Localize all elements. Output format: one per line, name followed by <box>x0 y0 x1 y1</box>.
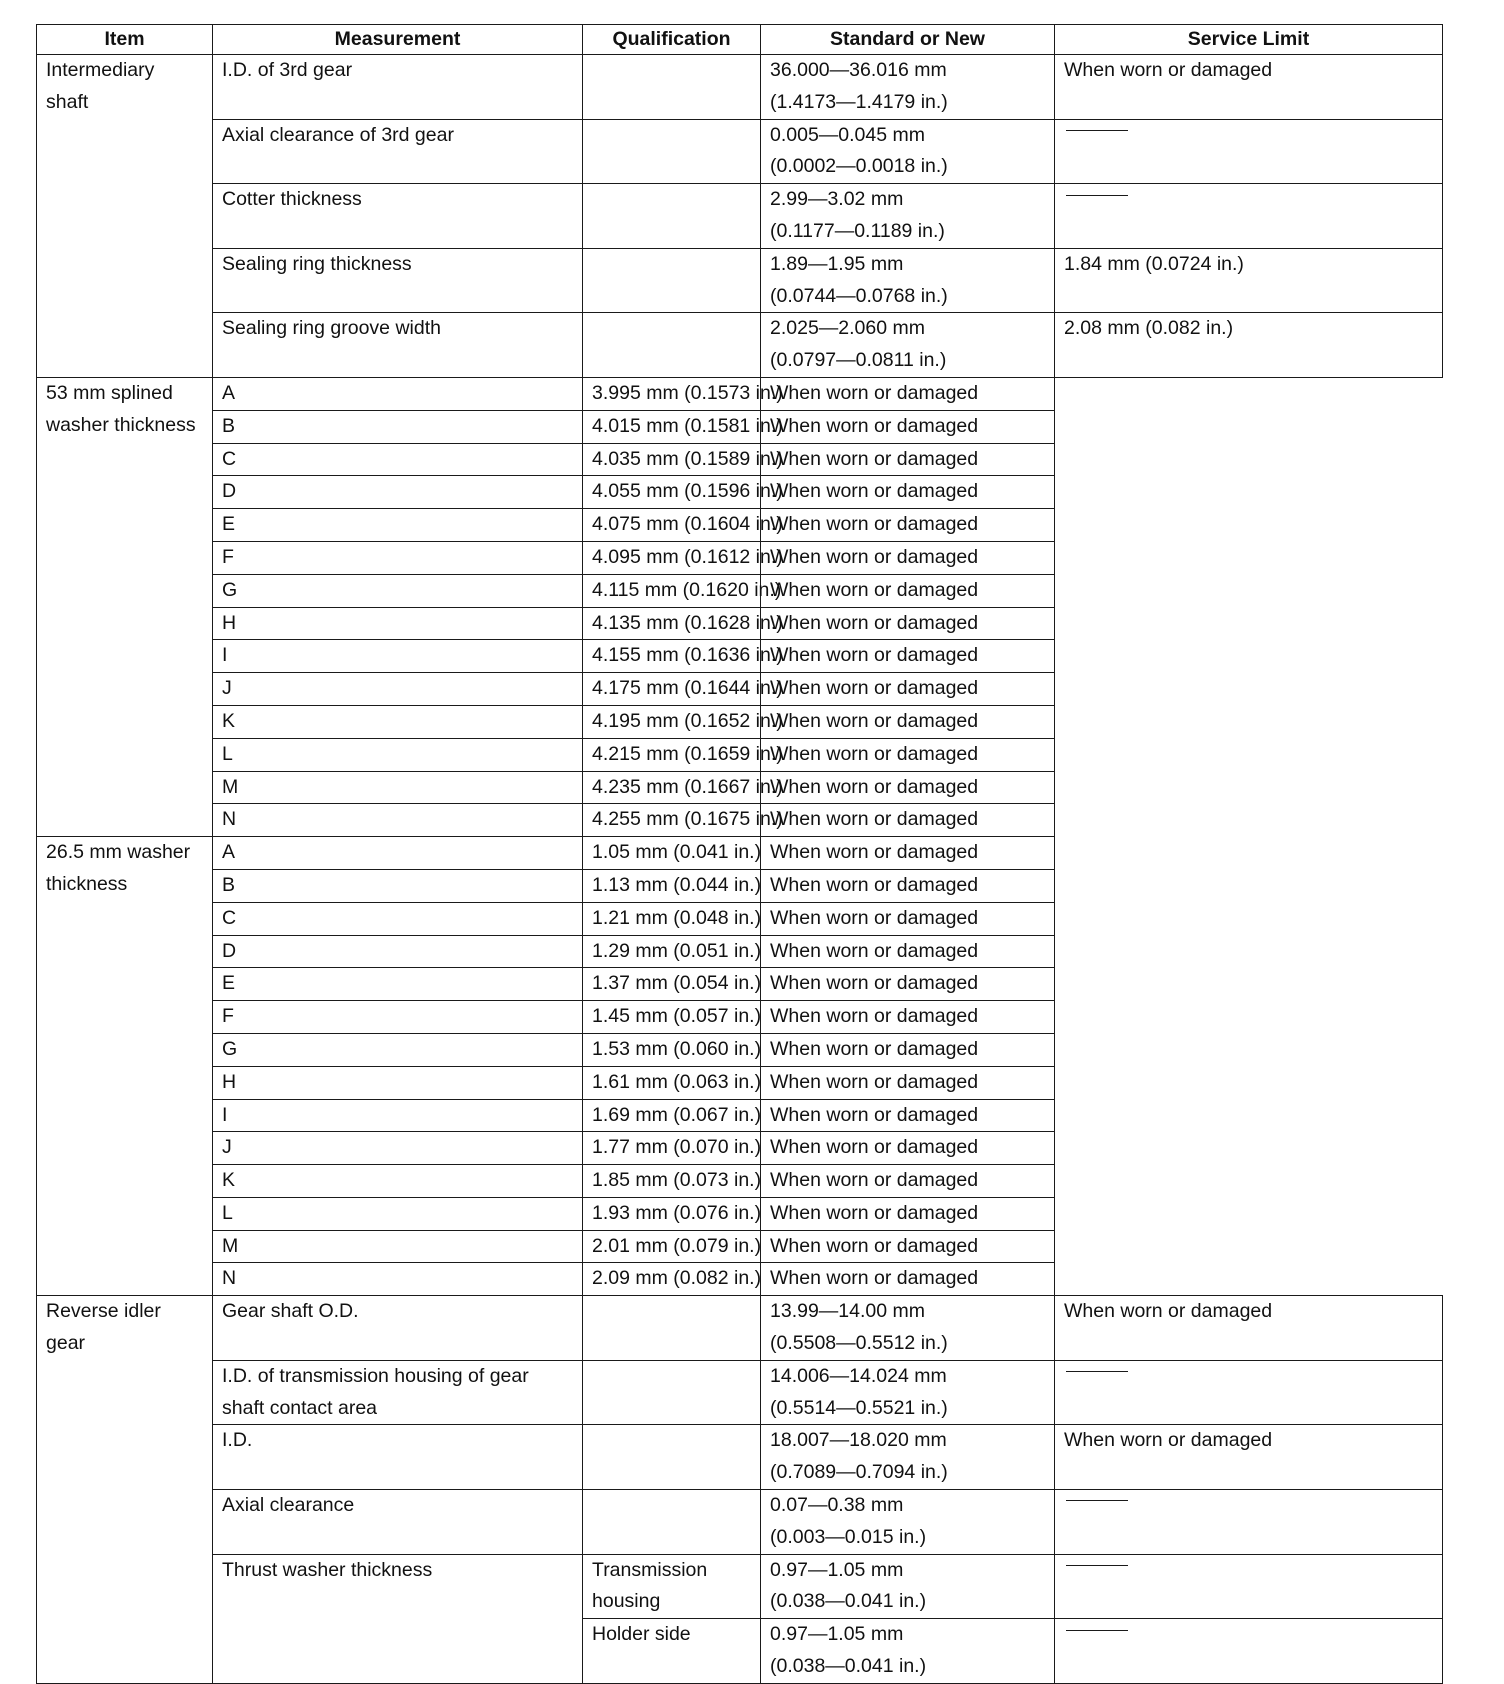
table-row <box>37 935 1443 968</box>
service-limit-cell: When worn or damaged <box>761 410 1055 443</box>
service-limit-cell <box>1055 184 1443 249</box>
table-row <box>37 1230 1443 1263</box>
qualification-cell: F <box>213 541 583 574</box>
service-limit-cell <box>1055 1554 1443 1619</box>
table-row <box>37 574 1443 607</box>
qualification-cell: Holder side <box>583 1619 761 1684</box>
standard-cell: 1.61 mm (0.063 in.) <box>583 1066 761 1099</box>
table-row <box>37 443 1443 476</box>
table-row <box>37 968 1443 1001</box>
service-limit-cell: When worn or damaged <box>761 935 1055 968</box>
standard-cell <box>761 313 1055 378</box>
service-limit-cell: When worn or damaged <box>761 771 1055 804</box>
table-body <box>37 55 1443 378</box>
std-in: (0.1177—0.1189 in.) <box>770 219 945 242</box>
measurement-cell: I.D. <box>213 1425 583 1490</box>
service-limit-cell: When worn or damaged <box>761 804 1055 837</box>
service-limit-cell: When worn or damaged <box>761 1230 1055 1263</box>
service-limit-cell: When worn or damaged <box>1055 55 1443 120</box>
item-text: gear <box>46 1332 86 1355</box>
qualification-cell <box>583 55 761 120</box>
service-limit-cell: When worn or damaged <box>761 443 1055 476</box>
table-row <box>37 673 1443 706</box>
table-row <box>37 1033 1443 1066</box>
qualification-cell <box>583 1296 761 1361</box>
item-text: Reverse idler <box>46 1300 161 1323</box>
service-limit-cell: When worn or damaged <box>761 738 1055 771</box>
service-limit-cell: When worn or damaged <box>761 1033 1055 1066</box>
item-text: shaft <box>46 90 89 113</box>
table-row <box>37 869 1443 902</box>
measurement-cell: Axial clearance <box>213 1490 583 1555</box>
table-row <box>37 119 1443 184</box>
standard-cell: 1.69 mm (0.067 in.) <box>583 1099 761 1132</box>
qualification-cell: L <box>213 738 583 771</box>
std-in: (0.038—0.041 in.) <box>770 1655 927 1678</box>
std-in: (0.0744—0.0768 in.) <box>770 284 948 307</box>
qualification-cell: N <box>213 804 583 837</box>
standard-cell: 1.29 mm (0.051 in.) <box>583 935 761 968</box>
std-mm: 1.89—1.95 mm <box>770 252 904 275</box>
table-row <box>37 1490 1443 1555</box>
standard-cell: 4.235 mm (0.1667 in.) <box>583 771 761 804</box>
measurement-cell: Gear shaft O.D. <box>213 1296 583 1361</box>
qualification-cell: H <box>213 1066 583 1099</box>
qualification-cell: M <box>213 771 583 804</box>
std-mm: 13.99—14.00 mm <box>770 1300 926 1323</box>
table-row <box>37 771 1443 804</box>
qualification-cell <box>583 1490 761 1555</box>
standard-cell: 4.115 mm (0.1620 in.) <box>583 574 761 607</box>
table-row <box>37 410 1443 443</box>
qualification-cell: B <box>213 410 583 443</box>
measurement-cell: Sealing ring thickness <box>213 248 583 313</box>
no-limit-dash <box>1066 1371 1128 1372</box>
table-row <box>37 509 1443 542</box>
header-row <box>37 25 1443 55</box>
measurement-cell: 53 mm splined washer thickness <box>37 377 213 836</box>
table-row <box>37 902 1443 935</box>
std-in: (1.4173—1.4179 in.) <box>770 90 948 113</box>
std-mm: 2.025—2.060 mm <box>770 317 926 340</box>
qualification-cell: E <box>213 968 583 1001</box>
standard-cell: 4.095 mm (0.1612 in.) <box>583 541 761 574</box>
standard-cell <box>761 1425 1055 1490</box>
std-mm: 18.007—18.020 mm <box>770 1429 947 1452</box>
measurement-cell: Cotter thickness <box>213 184 583 249</box>
table-row <box>37 541 1443 574</box>
standard-cell: 1.53 mm (0.060 in.) <box>583 1033 761 1066</box>
std-mm: 0.07—0.38 mm <box>770 1494 904 1517</box>
table-row <box>37 738 1443 771</box>
standard-cell: 1.45 mm (0.057 in.) <box>583 1001 761 1034</box>
std-in: (0.5514—0.5521 in.) <box>770 1396 948 1419</box>
qualification-cell: J <box>213 1132 583 1165</box>
qualification-cell: D <box>213 476 583 509</box>
service-limit-cell <box>1055 1490 1443 1555</box>
col-header-service-limit: Service Limit <box>1055 25 1443 55</box>
no-limit-dash <box>1066 195 1128 196</box>
qualification-cell <box>583 1554 761 1619</box>
measurement-cell: I.D. of 3rd gear <box>213 55 583 120</box>
qualification-cell: I <box>213 640 583 673</box>
service-limit-cell <box>1055 1360 1443 1425</box>
standard-cell <box>761 1490 1055 1555</box>
qualification-cell: C <box>213 902 583 935</box>
item-intermediary-shaft <box>37 55 213 378</box>
table-row <box>37 1296 1443 1361</box>
standard-cell: 4.175 mm (0.1644 in.) <box>583 673 761 706</box>
service-limit-cell: When worn or damaged <box>761 607 1055 640</box>
std-mm: 0.97—1.05 mm <box>770 1623 904 1646</box>
standard-cell: 4.055 mm (0.1596 in.) <box>583 476 761 509</box>
standard-cell: 4.215 mm (0.1659 in.) <box>583 738 761 771</box>
standard-cell: 1.37 mm (0.054 in.) <box>583 968 761 1001</box>
service-limit-cell: When worn or damaged <box>761 1132 1055 1165</box>
std-mm: 2.99—3.02 mm <box>770 188 904 211</box>
standard-cell <box>761 248 1055 313</box>
standard-cell: 1.77 mm (0.070 in.) <box>583 1132 761 1165</box>
table-row <box>37 377 1443 410</box>
standard-cell <box>761 1619 1055 1684</box>
table-row <box>37 804 1443 837</box>
std-in: (0.0797—0.0811 in.) <box>770 349 947 372</box>
qualification-cell: D <box>213 935 583 968</box>
std-mm: 36.000—36.016 mm <box>770 59 947 81</box>
standard-cell <box>761 1360 1055 1425</box>
standard-cell: 4.035 mm (0.1589 in.) <box>583 443 761 476</box>
table-row <box>37 705 1443 738</box>
standard-cell <box>761 1554 1055 1619</box>
service-limit-cell: 1.84 mm (0.0724 in.) <box>1055 248 1443 313</box>
measurement-cell: Axial clearance of 3rd gear <box>213 119 583 184</box>
service-limit-cell: When worn or damaged <box>761 837 1055 870</box>
std-mm: 0.97—1.05 mm <box>770 1558 904 1581</box>
std-in: (0.7089—0.7094 in.) <box>770 1461 948 1484</box>
qualification-cell: G <box>213 574 583 607</box>
standard-cell: 1.21 mm (0.048 in.) <box>583 902 761 935</box>
table-row <box>37 1099 1443 1132</box>
table-row <box>37 476 1443 509</box>
service-limit-cell <box>1055 119 1443 184</box>
table-row <box>37 837 1443 870</box>
service-limit-cell: When worn or damaged <box>761 705 1055 738</box>
service-limit-cell: When worn or damaged <box>761 1165 1055 1198</box>
qualification-cell: K <box>213 1165 583 1198</box>
service-limit-cell: When worn or damaged <box>761 1197 1055 1230</box>
table-row <box>37 1165 1443 1198</box>
qualification-cell <box>583 119 761 184</box>
standard-cell <box>761 119 1055 184</box>
qualification-cell: F <box>213 1001 583 1034</box>
service-limit-cell: When worn or damaged <box>761 1001 1055 1034</box>
service-limit-cell: 2.08 mm (0.082 in.) <box>1055 313 1443 378</box>
service-limit-cell: When worn or damaged <box>761 968 1055 1001</box>
reverse-idler-rows <box>37 1296 1443 1684</box>
service-limit-cell: When worn or damaged <box>1055 1425 1443 1490</box>
measurement-cell: Sealing ring groove width <box>213 313 583 378</box>
qualification-cell: L <box>213 1197 583 1230</box>
qualification-cell <box>583 313 761 378</box>
table-row <box>37 1132 1443 1165</box>
service-limit-cell: When worn or damaged <box>1055 1296 1443 1361</box>
table-row <box>37 248 1443 313</box>
std-in: (0.0002—0.0018 in.) <box>770 155 948 178</box>
standard-cell: 4.195 mm (0.1652 in.) <box>583 705 761 738</box>
qualification-cell: E <box>213 509 583 542</box>
std-mm: 0.005—0.045 mm <box>770 123 926 146</box>
no-limit-dash <box>1066 1565 1128 1566</box>
table-row <box>37 1197 1443 1230</box>
item-reverse-idler-gear <box>37 1296 213 1684</box>
spec-table <box>36 24 1443 1684</box>
col-header-qualification: Qualification <box>583 25 761 55</box>
service-limit-cell: When worn or damaged <box>761 509 1055 542</box>
col-header-standard: Standard or New <box>761 25 1055 55</box>
qualification-cell <box>583 184 761 249</box>
table-row <box>37 1554 1443 1619</box>
measurement-text: I.D. of transmission housing of gear <box>222 1364 529 1387</box>
table-row <box>37 1360 1443 1425</box>
qualification-cell: N <box>213 1263 583 1296</box>
table-row <box>37 1001 1443 1034</box>
standard-cell <box>761 184 1055 249</box>
service-limit-cell: When worn or damaged <box>761 673 1055 706</box>
standard-cell: 4.075 mm (0.1604 in.) <box>583 509 761 542</box>
measurement-cell: 26.5 mm washer thickness <box>37 837 213 1296</box>
standard-cell <box>761 1296 1055 1361</box>
item-text: Intermediary <box>46 59 155 81</box>
qualification-cell: A <box>213 837 583 870</box>
std-in: (0.038—0.041 in.) <box>770 1590 927 1613</box>
table-row <box>37 607 1443 640</box>
col-header-measurement: Measurement <box>213 25 583 55</box>
standard-cell: 4.135 mm (0.1628 in.) <box>583 607 761 640</box>
qualification-cell: H <box>213 607 583 640</box>
no-limit-dash <box>1066 1630 1128 1631</box>
service-limit-cell: When worn or damaged <box>761 476 1055 509</box>
service-limit-cell: When worn or damaged <box>761 1263 1055 1296</box>
service-limit-cell: When worn or damaged <box>761 377 1055 410</box>
service-limit-cell: When worn or damaged <box>761 869 1055 902</box>
table-row <box>37 640 1443 673</box>
standard-cell <box>761 55 1055 120</box>
qualification-cell: A <box>213 377 583 410</box>
qualification-cell: G <box>213 1033 583 1066</box>
standard-cell: 1.85 mm (0.073 in.) <box>583 1165 761 1198</box>
standard-cell: 4.255 mm (0.1675 in.) <box>583 804 761 837</box>
table-row <box>37 184 1443 249</box>
measurement-cell <box>213 1360 583 1425</box>
measurement-cell: Thrust washer thickness <box>213 1554 583 1683</box>
standard-cell: 4.155 mm (0.1636 in.) <box>583 640 761 673</box>
service-limit-cell: When worn or damaged <box>761 902 1055 935</box>
service-limit-cell: When worn or damaged <box>761 1066 1055 1099</box>
qualification-text: housing <box>592 1590 661 1613</box>
service-limit-cell <box>1055 1619 1443 1684</box>
standard-cell: 1.05 mm (0.041 in.) <box>583 837 761 870</box>
std-mm: 14.006—14.024 mm <box>770 1364 947 1387</box>
service-limit-cell: When worn or damaged <box>761 541 1055 574</box>
qualification-cell <box>583 1425 761 1490</box>
no-limit-dash <box>1066 1500 1128 1501</box>
table-row <box>37 1066 1443 1099</box>
qualification-cell: J <box>213 673 583 706</box>
col-header-item: Item <box>37 25 213 55</box>
table-row <box>37 55 1443 120</box>
qualification-text: Transmission <box>592 1558 708 1581</box>
qualification-cell <box>583 1360 761 1425</box>
table-row <box>37 1263 1443 1296</box>
table-row <box>37 313 1443 378</box>
service-limit-cell: When worn or damaged <box>761 640 1055 673</box>
qualification-cell: K <box>213 705 583 738</box>
standard-cell: 4.015 mm (0.1581 in.) <box>583 410 761 443</box>
service-limit-cell: When worn or damaged <box>761 1099 1055 1132</box>
qualification-cell <box>583 248 761 313</box>
std-in: (0.003—0.015 in.) <box>770 1525 927 1548</box>
washer-26-5mm-rows <box>37 837 1443 1296</box>
standard-cell: 2.01 mm (0.079 in.) <box>583 1230 761 1263</box>
table-row <box>37 1425 1443 1490</box>
standard-cell: 2.09 mm (0.082 in.) <box>583 1263 761 1296</box>
standard-cell: 1.13 mm (0.044 in.) <box>583 869 761 902</box>
no-limit-dash <box>1066 130 1128 131</box>
standard-cell: 1.93 mm (0.076 in.) <box>583 1197 761 1230</box>
measurement-text: shaft contact area <box>222 1396 378 1419</box>
qualification-cell: B <box>213 869 583 902</box>
qualification-cell: M <box>213 1230 583 1263</box>
service-limit-cell: When worn or damaged <box>761 574 1055 607</box>
std-in: (0.5508—0.5512 in.) <box>770 1332 948 1355</box>
washer-53mm-rows <box>37 377 1443 836</box>
qualification-cell: C <box>213 443 583 476</box>
standard-cell: 3.995 mm (0.1573 in.) <box>583 377 761 410</box>
qualification-cell: I <box>213 1099 583 1132</box>
